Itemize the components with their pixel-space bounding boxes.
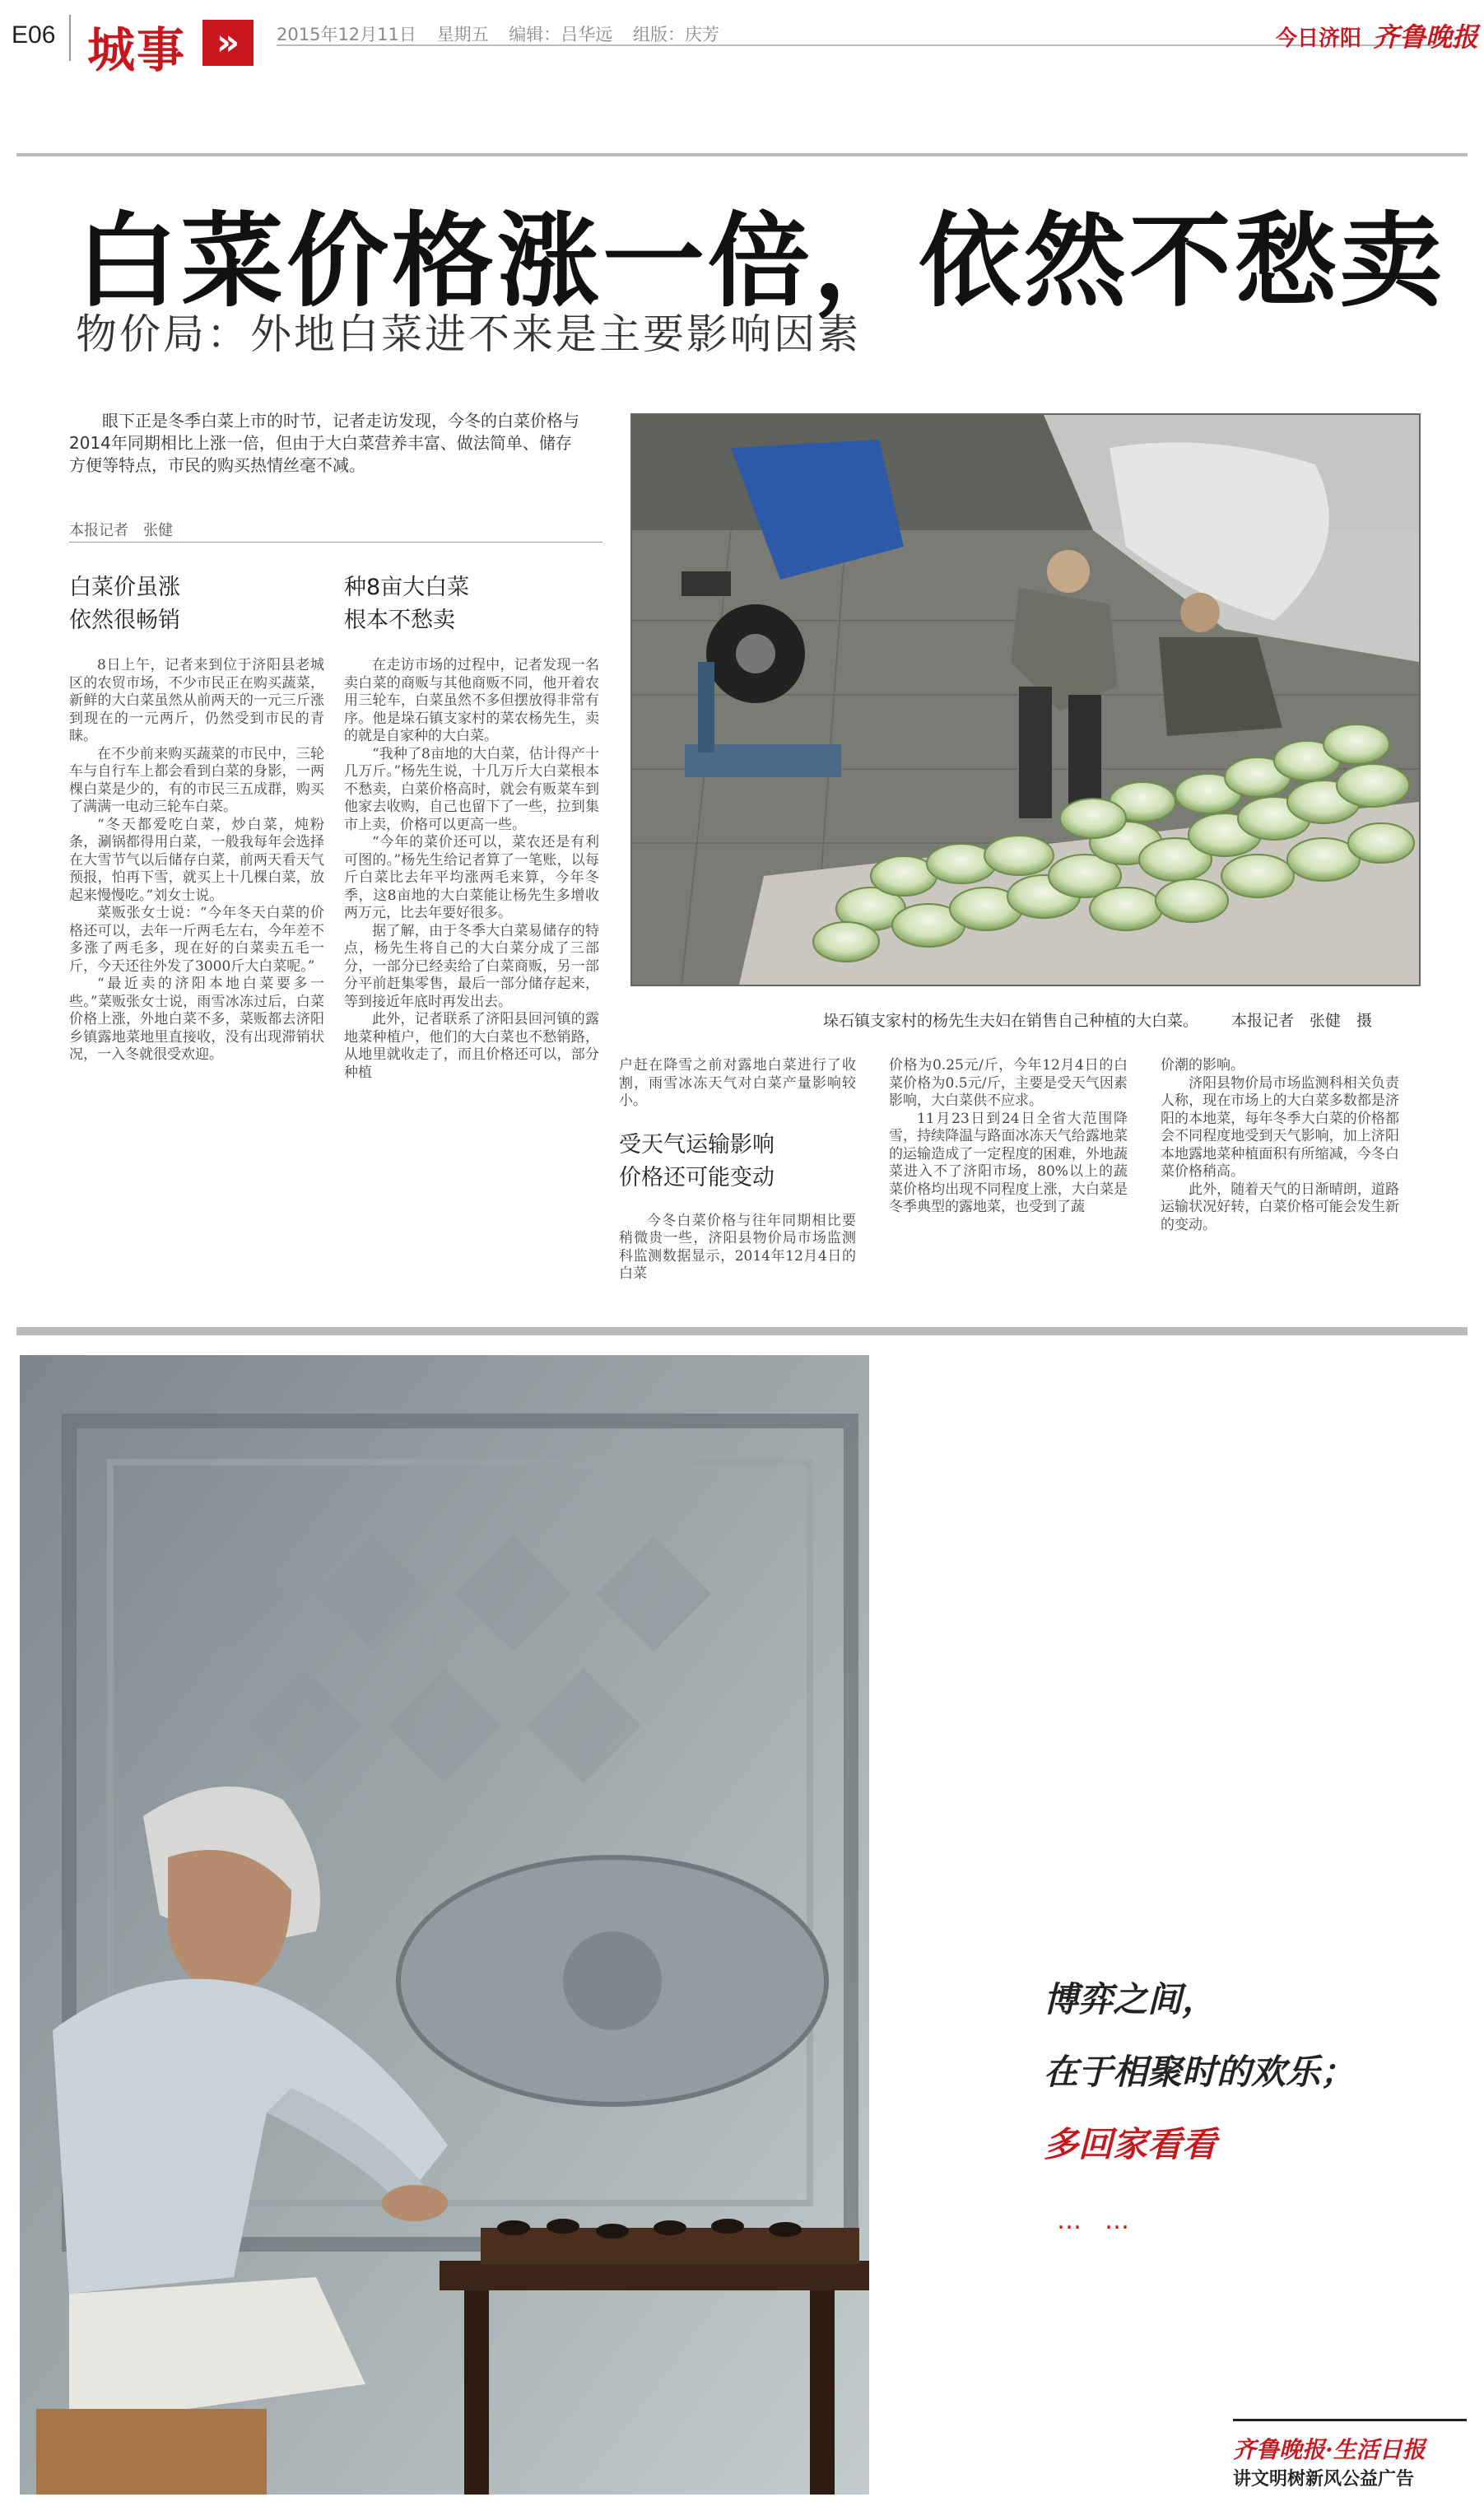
paragraph: 据了解，由于冬季大白菜易储存的特点，杨先生将自己的大白菜分成了三部分，一部分已经卖给了白菜商贩，另一部分平前赶集零售，最后一部分储存起来，等到接近年底时再发出去。	[344, 922, 599, 1010]
issue-weekday: 星期五	[436, 25, 489, 44]
column-subtitle-block	[619, 1129, 856, 1195]
column-subtitle: 种8亩大白菜	[344, 575, 470, 600]
chevron-icon: »	[202, 20, 254, 66]
column-body	[1161, 1057, 1399, 1234]
header-meta	[277, 21, 734, 46]
paragraph: “冬天都爱吃白菜，炒白菜，炖粉条，涮锅都得用白菜，一般我每年会选择在大雪节气以后储存白菜，前两天看天气预报，怕再下雪，就买上十几棵白菜，放起来慢慢吃。”刘女士说。	[69, 816, 324, 904]
lead-paragraph: 眼下正是冬季白菜上市的时节，记者走访发现，今冬的白菜价格与2014年同期相比上涨一倍，但由于大白菜营养丰富、做法简单、储存方便等特点，市民的购买热情丝毫不减。	[69, 411, 579, 475]
photo-illustration	[632, 415, 1419, 985]
ad-slogan-line-3: 多回家看看	[1044, 2124, 1217, 2164]
caption-credit: 本报记者 张健 摄	[1231, 1012, 1373, 1030]
editor-credit: 编辑：吕华远	[509, 25, 613, 44]
article-column-1	[69, 571, 324, 1064]
subheadline: 物价局：外地白菜进不来是主要影响因素	[76, 310, 861, 358]
column-subtitle: 受天气运输影响	[619, 1131, 775, 1158]
ad-slogan-line-2: 在于相聚时的欢乐；	[1044, 2052, 1356, 2092]
paragraph: 11月23日到24日全省大范围降雪，持续降温与路面冰冻天气给露地菜的运输造成了一定程度的困难，外地蔬菜进入不了济阳市场，80%以上的蔬菜价格均出现不同程度上涨，大白菜是冬季典型的露地菜，也受到了蔬	[889, 1110, 1128, 1215]
ad-slogan-line-1: 博弈之间，	[1044, 1979, 1217, 2020]
column-body	[619, 1057, 856, 1111]
column-body	[344, 657, 599, 1082]
section-title: 城事	[87, 22, 187, 78]
column-body	[619, 1213, 856, 1283]
paragraph: “今年的菜价还可以，菜农还是有利可图的。”杨先生给记者算了一笔账，以每斤白菜比去年平均涨两毛来算，今年冬季，这8亩地的大白菜能让杨先生多增收两万元，比去年要好很多。	[344, 834, 599, 921]
paragraph: 8日上午，记者来到位于济阳县老城区的农贸市场，不少市民正在购买蔬菜，新鲜的大白菜虽然从前两天的一元三斤涨到现在的一元两斤，仍然受到市民的青睐。	[69, 657, 324, 744]
byline: 本报记者 张健	[69, 522, 173, 539]
article-column-4	[889, 1057, 1128, 1217]
paragraph: 此外，记者联系了济阳县回河镇的露地菜种植户，他们的大白菜也不愁销路，从地里就收走了，而且价格还可以，部分种植	[344, 1011, 599, 1081]
byline-rule	[69, 542, 602, 543]
paragraph: 菜贩张女士说：“今年冬天白菜的价格还可以，去年一斤两毛左右，今年差不多涨了两毛多，现在好的白菜卖五毛一斤，今天还往外发了3000斤大白菜呢。”	[69, 905, 324, 975]
article-column-2	[344, 571, 599, 1082]
ad-note: 讲文明树新风公益广告	[1233, 2469, 1415, 2490]
article-column-3	[619, 1057, 856, 1283]
paragraph: 户赶在降雪之前对露地白菜进行了收割，雨雪冰冻天气对白菜产量影响较小。	[619, 1057, 856, 1109]
column-subtitle: 依然很畅销	[69, 608, 180, 633]
paragraph: “我种了8亩地的大白菜，估计得产十几万斤。”杨先生说，十几万斤大白菜根本不愁卖，白菜价格高时，就会有贩菜车到他家去收购，自己也留下了一些，拉到集市上卖，价格可以更高一些。	[344, 745, 599, 833]
paragraph: 价格为0.25元/斤，今年12月4日的白菜价格为0.5元/斤，主要是受天气因素影响，大白菜供不应求。	[889, 1057, 1128, 1109]
section-divider	[16, 1327, 1468, 1335]
paragraph: 济阳县物价局市场监测科相关负责人称，现在市场上的大白菜多数都是济阳的本地菜，每年冬季大白菜的价格都会不同程度地受到天气影响，加上济阳本地露地菜种植面积有所缩减，今冬白菜价格稍高。	[1161, 1074, 1399, 1180]
photo-caption	[823, 1009, 1372, 1031]
column-subtitle: 价格还可能变动	[619, 1164, 775, 1190]
layout-credit: 组版：庆芳	[632, 25, 719, 44]
column-subtitle: 根本不愁卖	[344, 608, 455, 633]
top-rule	[16, 153, 1468, 156]
paragraph: 在不少前来购买蔬菜的市民中，三轮车与自行车上都会看到白菜的身影，一两棵白菜是少的，有的市民三五成群，购买了满满一电动三轮车白菜。	[69, 745, 324, 815]
paragraph: 今冬白菜价格与往年同期相比要稍微贵一些，济阳县物价局市场监测科监测数据显示，2014年12月4日的白菜	[619, 1212, 856, 1282]
headline: 白菜价格涨一倍，依然不愁卖	[76, 203, 1446, 321]
cabbage-market-photo	[630, 413, 1421, 986]
page-number: E06	[12, 21, 56, 49]
paragraph: 在走访市场的过程中，记者发现一名卖白菜的商贩与其他商贩不同，他开着农用三轮车，白菜虽然不多但摆放得非常有序。他是垛石镇支家村的菜农杨先生，卖的就是自家种的大白菜。	[344, 657, 599, 744]
ad-rule	[1233, 2419, 1467, 2421]
paragraph: 价潮的影响。	[1161, 1057, 1244, 1074]
column-body	[889, 1057, 1128, 1217]
ad-ellipsis: ……	[1057, 2206, 1152, 2235]
ad-illustration	[20, 1355, 869, 2495]
ad-sponsor-logo: 齐鲁晚报·生活日报	[1233, 2436, 1426, 2463]
column-subtitle: 白菜价虽涨	[69, 575, 180, 600]
ad-photo-chess-player	[20, 1355, 869, 2495]
article-column-5	[1161, 1057, 1399, 1234]
column-body	[69, 657, 324, 1064]
paragraph: “最近卖的济阳本地白菜要多一些。”菜贩张女士说，雨雪冰冻过后，白菜价格上涨，外地白菜不多，菜贩都去济阳乡镇露地菜地里直接收，没有出现滞销状况，一入冬就很受欢迎。	[69, 976, 324, 1063]
issue-date: 2015年12月11日	[277, 25, 416, 44]
paragraph: 此外，随着天气的日渐晴朗，道路运输状况好转，白菜价格可能会发生新的变动。	[1161, 1181, 1399, 1233]
header-divider	[69, 15, 71, 61]
today-section-label: 今日济阳	[1276, 26, 1362, 51]
newspaper-logo: 齐鲁晚报	[1373, 21, 1479, 53]
caption-text: 垛石镇支家村的杨先生夫妇在销售自己种植的大白菜。	[823, 1012, 1199, 1030]
